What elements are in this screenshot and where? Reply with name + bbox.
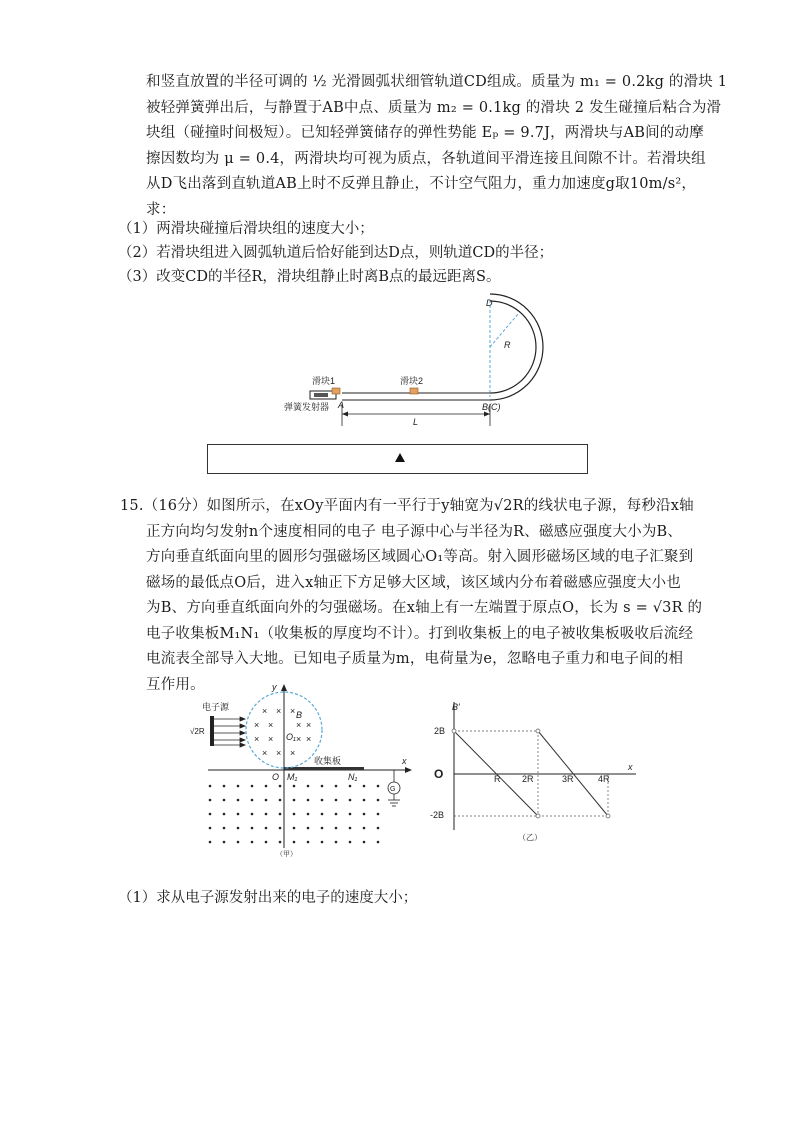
field-dot: [237, 841, 240, 844]
label-collector: 收集板: [314, 756, 342, 766]
label-n1: N₁: [348, 772, 358, 782]
field-dot: [293, 799, 296, 802]
field-dot: [223, 813, 226, 816]
label-g: G: [390, 786, 396, 793]
svg-text:×: ×: [262, 706, 268, 716]
label-plus2b: 2B: [434, 726, 446, 736]
electron-source: [210, 716, 214, 746]
field-dot: [251, 813, 254, 816]
field-dot: [335, 799, 338, 802]
field-dot: [321, 813, 324, 816]
label-o1: O₁: [286, 732, 296, 742]
caption-jia: （甲）: [276, 851, 297, 858]
slider-2: [410, 388, 418, 394]
svg-text:×: ×: [290, 706, 296, 716]
svg-text:×: ×: [276, 748, 282, 758]
field-dot: [377, 827, 380, 830]
slider-1: [332, 388, 340, 394]
label-l: L: [413, 417, 419, 427]
tick-r: R: [494, 774, 501, 784]
svg-text:×: ×: [268, 720, 274, 730]
label-r: R: [504, 340, 511, 350]
field-dot: [335, 827, 338, 830]
x-axis-arrow: [405, 767, 412, 773]
label-origin: O: [434, 767, 444, 781]
label-source: 电子源: [202, 702, 230, 712]
tick-2r: 2R: [522, 774, 534, 784]
p14-line-6: 求：: [146, 201, 176, 218]
svg-text:×: ×: [306, 734, 312, 744]
field-dot: [237, 799, 240, 802]
field-out-of-page: [209, 785, 380, 844]
svg-text:×: ×: [254, 734, 260, 744]
field-dot: [265, 785, 268, 788]
svg-text:×: ×: [290, 748, 296, 758]
track-figure: [270, 292, 560, 432]
svg-text:×: ×: [296, 734, 302, 744]
field-dot: [223, 841, 226, 844]
field-dot: [307, 785, 310, 788]
field-dot: [363, 799, 366, 802]
field-dot: [237, 827, 240, 830]
answer-marker-triangle: [395, 453, 405, 462]
p14-line-2: 被轻弹簧弹出后，与静置于AB中点、质量为 m₂ = 0.1kg 的滑块 2 发生碰撞后粘合为滑: [146, 99, 722, 116]
field-dot: [377, 813, 380, 816]
svg-text:×: ×: [254, 720, 260, 730]
field-dot: [307, 799, 310, 802]
p15-line-5: 为B、方向垂直纸面向外的匀强磁场。在x轴上有一左端置于原点O，长为 s = √3R 的: [146, 600, 703, 616]
p14-line-3: 块组（碰撞时间极短）。已知轻弹簧储存的弹性势能 Eₚ = 9.7J，两滑块与AB间的动摩: [146, 125, 704, 141]
p15-question-1: （1）求从电子源发射出来的电子的速度大小；: [118, 890, 418, 906]
field-dot: [321, 841, 324, 844]
field-into-page: [254, 706, 311, 758]
field-dot: [209, 827, 212, 830]
field-dot: [349, 813, 352, 816]
field-dot: [363, 785, 366, 788]
field-dot: [377, 785, 380, 788]
field-dot: [209, 841, 212, 844]
problem14-text: [146, 70, 728, 223]
field-dot: [223, 785, 226, 788]
label-a: A: [338, 400, 345, 410]
caption-yi: （乙）: [518, 833, 542, 842]
p14-question-3: （3）改变CD的半径R，滑块组静止时离B点的最远距离S。: [118, 269, 501, 285]
field-dot: [349, 785, 352, 788]
problem15-text: [120, 494, 703, 698]
p15-line-7: 电流表全部导入大地。已知电子质量为m，电荷量为e，忽略电子重力和电子间的相: [146, 651, 684, 667]
field-dot: [293, 841, 296, 844]
semicircle-track-inner: [490, 301, 536, 393]
figure-jia: [188, 680, 418, 860]
svg-text:×: ×: [262, 748, 268, 758]
answer-box[interactable]: [207, 444, 588, 474]
tick-4r: 4R: [598, 774, 610, 784]
field-dot: [321, 799, 324, 802]
p15-line-4: 磁场的最低点O后，进入x轴正下方足够大区域，该区域内分布着磁感应强度大小也: [146, 574, 681, 591]
tick-3r: 3R: [562, 774, 574, 784]
field-dot: [279, 799, 282, 802]
field-dot: [363, 813, 366, 816]
field-dot: [307, 841, 310, 844]
dim-arrow-right: [484, 412, 490, 417]
field-dot: [363, 841, 366, 844]
field-dot: [209, 813, 212, 816]
label-minus2b: -2B: [430, 810, 445, 820]
field-dot: [293, 785, 296, 788]
label-launcher: 弹簧发射器: [284, 402, 330, 412]
field-dot: [251, 799, 254, 802]
p14-question-1: （1）两滑块碰撞后滑块组的速度大小；: [118, 221, 374, 237]
svg-text:×: ×: [268, 734, 274, 744]
label-slider1: 滑块1: [312, 376, 336, 386]
label-m1: M₁: [287, 772, 298, 782]
ground-wire: [364, 770, 394, 782]
field-dot: [335, 813, 338, 816]
field-dot: [237, 785, 240, 788]
field-dot: [377, 841, 380, 844]
label-width: √2R: [190, 727, 205, 736]
field-dot: [279, 841, 282, 844]
p15-line-6: 电子收集板M₁N₁（收集板的厚度均不计）。打到收集板上的电子被收集板吸收后流经: [146, 625, 694, 642]
launcher-spring: [314, 393, 328, 397]
label-o: O: [272, 772, 280, 782]
field-dot: [321, 785, 324, 788]
field-dot: [265, 799, 268, 802]
p14-question-2: （2）若滑块组进入圆弧轨道后恰好能到达D点，则轨道CD的半径；: [118, 245, 554, 261]
field-dot: [279, 827, 282, 830]
label-bprime: B′: [452, 702, 460, 712]
label-b-field: B: [296, 710, 303, 720]
field-dot: [279, 785, 282, 788]
label-d: D: [486, 298, 493, 308]
dim-arrow-left: [342, 412, 348, 417]
field-dot: [293, 813, 296, 816]
field-dot: [307, 827, 310, 830]
label-slider2: 滑块2: [400, 376, 424, 386]
field-dot: [377, 799, 380, 802]
label-x-yi: x: [628, 762, 633, 772]
p15-line-1: 15.（16分）如图所示，在xOy平面内有一平行于y轴宽为√2R的线状电子源，每秒沿x轴: [120, 498, 694, 514]
field-dot: [251, 841, 254, 844]
field-dot: [265, 841, 268, 844]
field-dot: [349, 841, 352, 844]
p15-line-3: 方向垂直纸面向里的圆形匀强磁场区域圆心O₁等高。射入圆形磁场区域的电子汇聚到: [146, 549, 694, 565]
electron-arrows: [214, 717, 245, 747]
p14-line-4: 擦因数均为 μ = 0.4，两滑块均可视为质点，各轨道间平滑连接且间隙不计。若滑块组: [146, 150, 706, 167]
field-dot: [349, 827, 352, 830]
field-dot: [209, 799, 212, 802]
label-b: B(C): [482, 402, 501, 412]
svg-text:×: ×: [276, 706, 282, 716]
y-axis-arrow: [281, 684, 287, 691]
collector-plate: [284, 767, 364, 770]
field-dot: [265, 813, 268, 816]
p15-line-8: 互作用。: [146, 676, 205, 693]
field-dot: [349, 799, 352, 802]
field-dot: [335, 841, 338, 844]
label-x: x: [402, 756, 407, 766]
field-dot: [335, 785, 338, 788]
p15-line-2: 正方向均匀发射n个速度相同的电子 电子源中心与半径为R、磁感应强度大小为B、: [146, 523, 683, 540]
label-y: y: [272, 682, 277, 692]
field-dot: [307, 813, 310, 816]
field-dot: [237, 813, 240, 816]
field-dot: [279, 813, 282, 816]
p14-line-1: 和竖直放置的半径可调的 ½ 光滑圆弧状细管轨道CD组成。质量为 m₁ = 0.2kg 的滑块 1: [146, 74, 728, 90]
svg-text:×: ×: [296, 720, 302, 730]
svg-text:×: ×: [306, 720, 312, 730]
field-dot: [293, 827, 296, 830]
field-dot: [251, 827, 254, 830]
field-dot: [209, 785, 212, 788]
field-dot: [321, 827, 324, 830]
field-dot: [363, 827, 366, 830]
field-dot: [223, 799, 226, 802]
field-dot: [265, 827, 268, 830]
field-dot: [251, 785, 254, 788]
field-dot: [223, 827, 226, 830]
figure-yi: [430, 700, 640, 846]
p14-line-5: 从D飞出落到直轨道AB上时不反弹且静止，不计空气阻力，重力加速度g取10m/s²，: [146, 176, 697, 192]
